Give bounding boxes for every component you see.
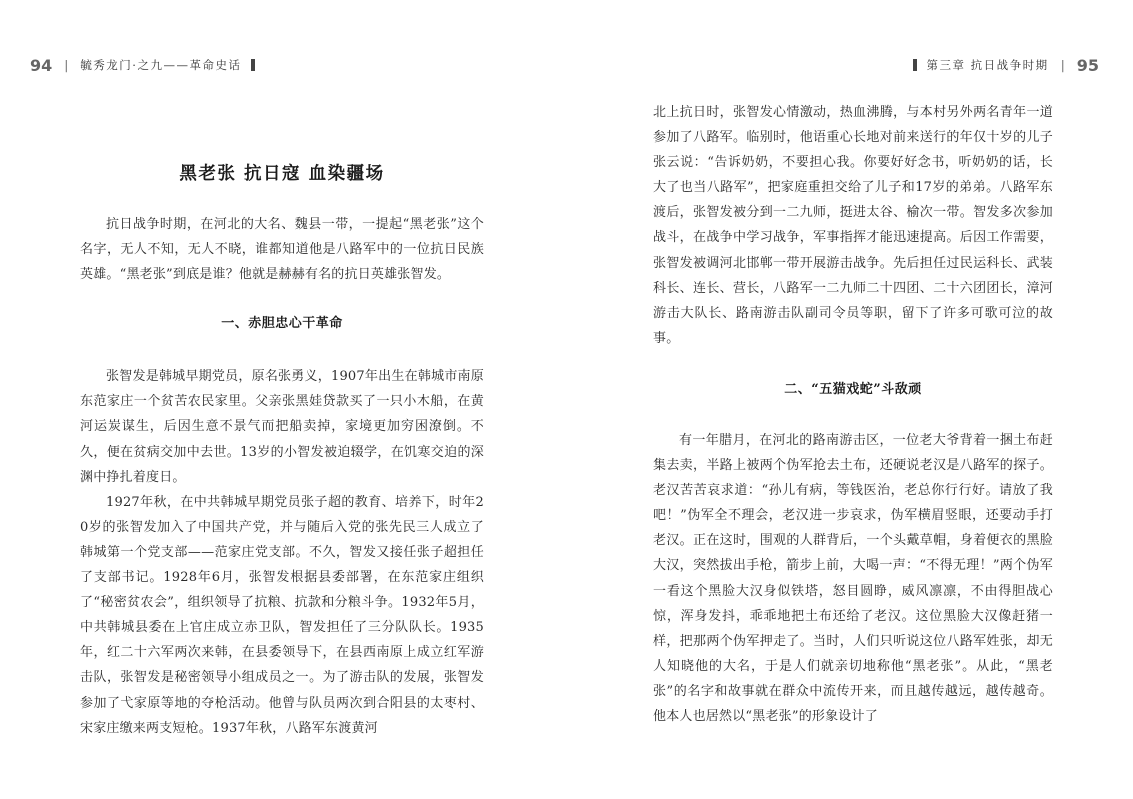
body-paragraph: 1927年秋，在中共韩城早期党员张子超的教育、培养下，时年20岁的张智发加入了中国共产党，并与随后入党的张先民三人成立了韩城第一个党支部——范家庄党支部。不久，智发又接任张子超担任了支部书记。1928年6月，张智发根据县委部署，在东范家庄组织了“秘密贫农会”，组织领导了抗粮、抗款和分粮斗争。1932年5月，中共韩城县委在上官庄成立赤卫队，智发担任了三分队队长。1935年，红二十六军两次来韩，在县委领导下，在县西南原上成立红军游击队，张智发是秘密领导小组成员之一。为了游击队的发展，张智发参加了弋家原等地的夺枪活动。他曾与队员两次到合阳县的太枣村、宋家庄缴来两支短枪。1937年秋，八路军东渡黄河	[80, 494, 484, 736]
section-heading: 一、赤胆忠心干革命	[221, 316, 343, 332]
left-page-header	[30, 54, 265, 76]
intro-paragraph: 抗日战争时期，在河北的大名、魏县一带，一提起“黑老张”这个名字，无人不知，无人不晓，谁都知道他是八路军中的一位抗日民族英雄。“黑老张”到底是谁？他就是赫赫有名的抗日英雄张智发。	[80, 217, 484, 283]
header-block-mark	[251, 59, 255, 71]
section-heading: 二、“五猫戏蛇”斗敌顽	[784, 381, 922, 397]
running-head: 毓秀龙门·之九——革命史话	[80, 58, 242, 72]
body-paragraph: 有一年腊月，在河北的路南游击区，一位老大爷背着一捆土布赶集去卖，半路上被两个伪军抢去土布，还硬说老汉是八路军的探子。老汉苦苦哀求道：“孙儿有病，等钱医治，老总你行行好。请放了我吧！”伪军全不理会，老汉进一步哀求，伪军横眉竖眼，还要动手打老汉。正在这时，围观的人群背后，一个头戴草帽，身着便衣的黑脸大汉，突然拔出手枪，箭步上前，大喝一声：“不得无理！”两个伪军一看这个黑脸大汉身似铁塔，怒目圆睁，威风凛凛，不由得胆战心惊，浑身发抖，乖乖地把土布还给了老汉。这位黑脸大汉像赶猪一样，把那两个伪军押走了。当时，人们只听说这位八路军姓张，却无人知晓他的大名，于是人们就亲切地称他“黑老张”。从此，“黑老张”的名字和故事就在群众中流传开来，而且越传越远，越传越奇。他本人也居然以“黑老张”的形象设计了	[653, 432, 1053, 724]
header-separator: |	[1060, 58, 1065, 72]
continuation-paragraph: 北上抗日时，张智发心情激动，热血沸腾，与本村另外两名青年一道参加了八路军。临别时，他语重心长地对前来送行的年仅十岁的儿子张云说：“告诉奶奶，不要担心我。你要好好念书，听奶奶的话，长大了也当八路军”，把家庭重担交给了儿子和17岁的弟弟。八路军东渡后，张智发被分到一二九师，挺进太谷、榆次一带。智发多次参加战斗，在战争中学习战争，军事指挥才能迅速提高。后因工作需要，张智发被调河北邯郸一带开展游击战争。先后担任过民运科长、武装科长、连长、营长，八路军一二九师二十四团、二十六团团长，漳河游击大队长、路南游击队副司令员等职，留下了许多可歌可泣的故事。	[653, 105, 1053, 346]
header-separator: |	[64, 58, 69, 72]
page-number: 95	[1076, 55, 1099, 75]
running-head: 第三章 抗日战争时期	[926, 58, 1049, 72]
left-page	[0, 0, 566, 799]
right-page	[567, 0, 1133, 799]
header-block-mark	[913, 59, 917, 71]
right-page-header	[903, 54, 1099, 76]
page-number: 94	[30, 55, 53, 75]
left-page-body	[80, 156, 484, 741]
article-title: 黑老张 抗日寇 血染疆场	[179, 164, 385, 184]
body-paragraph: 张智发是韩城早期党员，原名张勇义，1907年出生在韩城市南原东范家庄一个贫苦农民家里。父亲张黑娃贷款买了一只小木船，在黄河运炭谋生，后因生意不景气而把船卖掉，家境更加穷困潦倒。不久，便在贫病交加中去世。13岁的小智发被迫辍学，在饥寒交迫的深渊中挣扎着度日。	[80, 369, 484, 485]
right-page-body	[653, 100, 1053, 729]
